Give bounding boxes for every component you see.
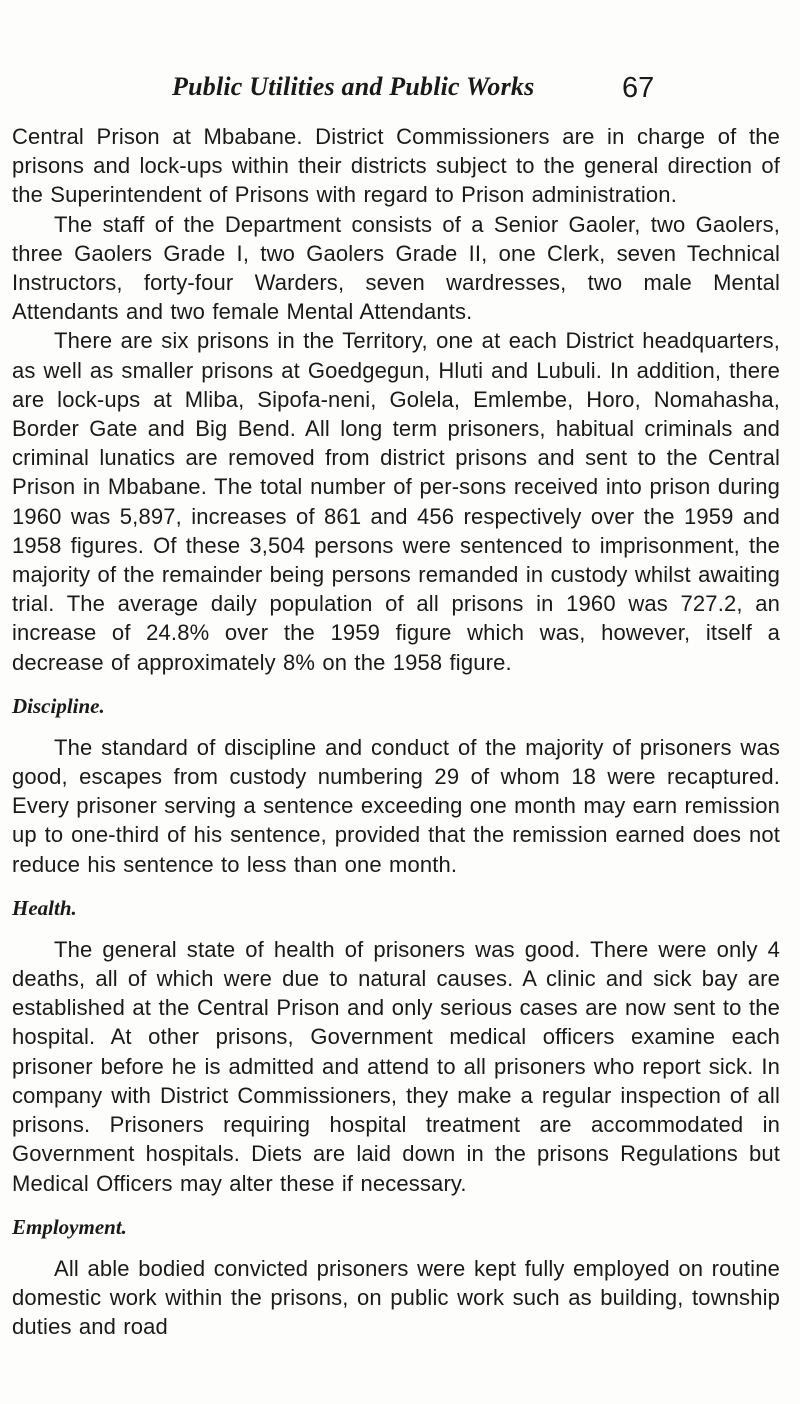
paragraph-prison-administration: Central Prison at Mbabane. District Commissioners are in charge of the prisons and lock-ups within their districts subject to the general direction of the Superintendent of Prisons with regard to Prison administration. xyxy=(12,124,780,208)
section-heading-employment: Employment. xyxy=(12,1214,127,1239)
paragraph-discipline: The standard of discipline and conduct of the majority of prisoners was good, escapes from custody numbering 29 of whom 18 were recaptured. Every prisoner serving a sentence exceeding one month may earn remission up to one-third of his sentence, provided that the remission earned does not reduce his sentence to less than one month. xyxy=(12,734,780,877)
page-number: 67 xyxy=(622,72,655,104)
paragraph-health: The general state of health of prisoners was good. There were only 4 deaths, all of which were due to natural causes. A clinic and sick bay are established at the Central Prison and only serious cases are now sent to the hospital. At other prisons, Government medical officers examine each prisoner before he is admitted and attend to all prisoners who report sick. In company with District Commissioners, they make a regular inspection of all prisons. Prisoners requiring hospital treatment are accommodated in Government hospitals. Diets are laid down in the prisons Regulations but Medical Officers may alter these if necessary. xyxy=(12,936,780,1196)
paragraph-staff: The staff of the Department consists of a Senior Gaoler, two Gaolers, three Gaolers Grade I, two Gaolers Grade II, one Clerk, seven Technical Instructors, forty-four Warders, seven wardresses, two male Mental Attendants and two female Mental Attendants. xyxy=(12,211,780,325)
section-heading-health: Health. xyxy=(12,895,77,920)
paragraph-prisons: There are six prisons in the Territory, one at each District headquarters, as well as smaller prisons at Goedgegun, Hluti and Lubuli. In addition, there are lock-ups at Mliba, Sipofa-neni, Golela, Emlembe, Horo, Nomahasha, Border Gate and Big Bend. All long term prisoners, habitual criminals and criminal lunatics are removed from district prisons and sent to the Central Prison in Mbabane. The total number of per-sons received into prison during 1960 was 5,897, increases of 861 and 456 respectively over the 1959 and 1958 figures. Of these 3,504 persons were sentenced to imprisonment, the majority of the remainder being persons remanded in custody whilst awaiting trial. The average daily population of all prisons in 1960 was 727.2, an increase of 24.8% over the 1959 figure which was, however, itself a decrease of approximately 8% on the 1958 figure. xyxy=(12,328,780,675)
paragraph-employment: All able bodied convicted prisoners were kept fully employed on routine domestic work within the prisons, on public work such as building, township duties and road xyxy=(12,1255,780,1340)
page-header xyxy=(0,72,800,112)
running-title: Public Utilities and Public Works xyxy=(172,72,535,101)
body-text xyxy=(12,122,780,1341)
section-heading-discipline: Discipline. xyxy=(12,693,105,718)
